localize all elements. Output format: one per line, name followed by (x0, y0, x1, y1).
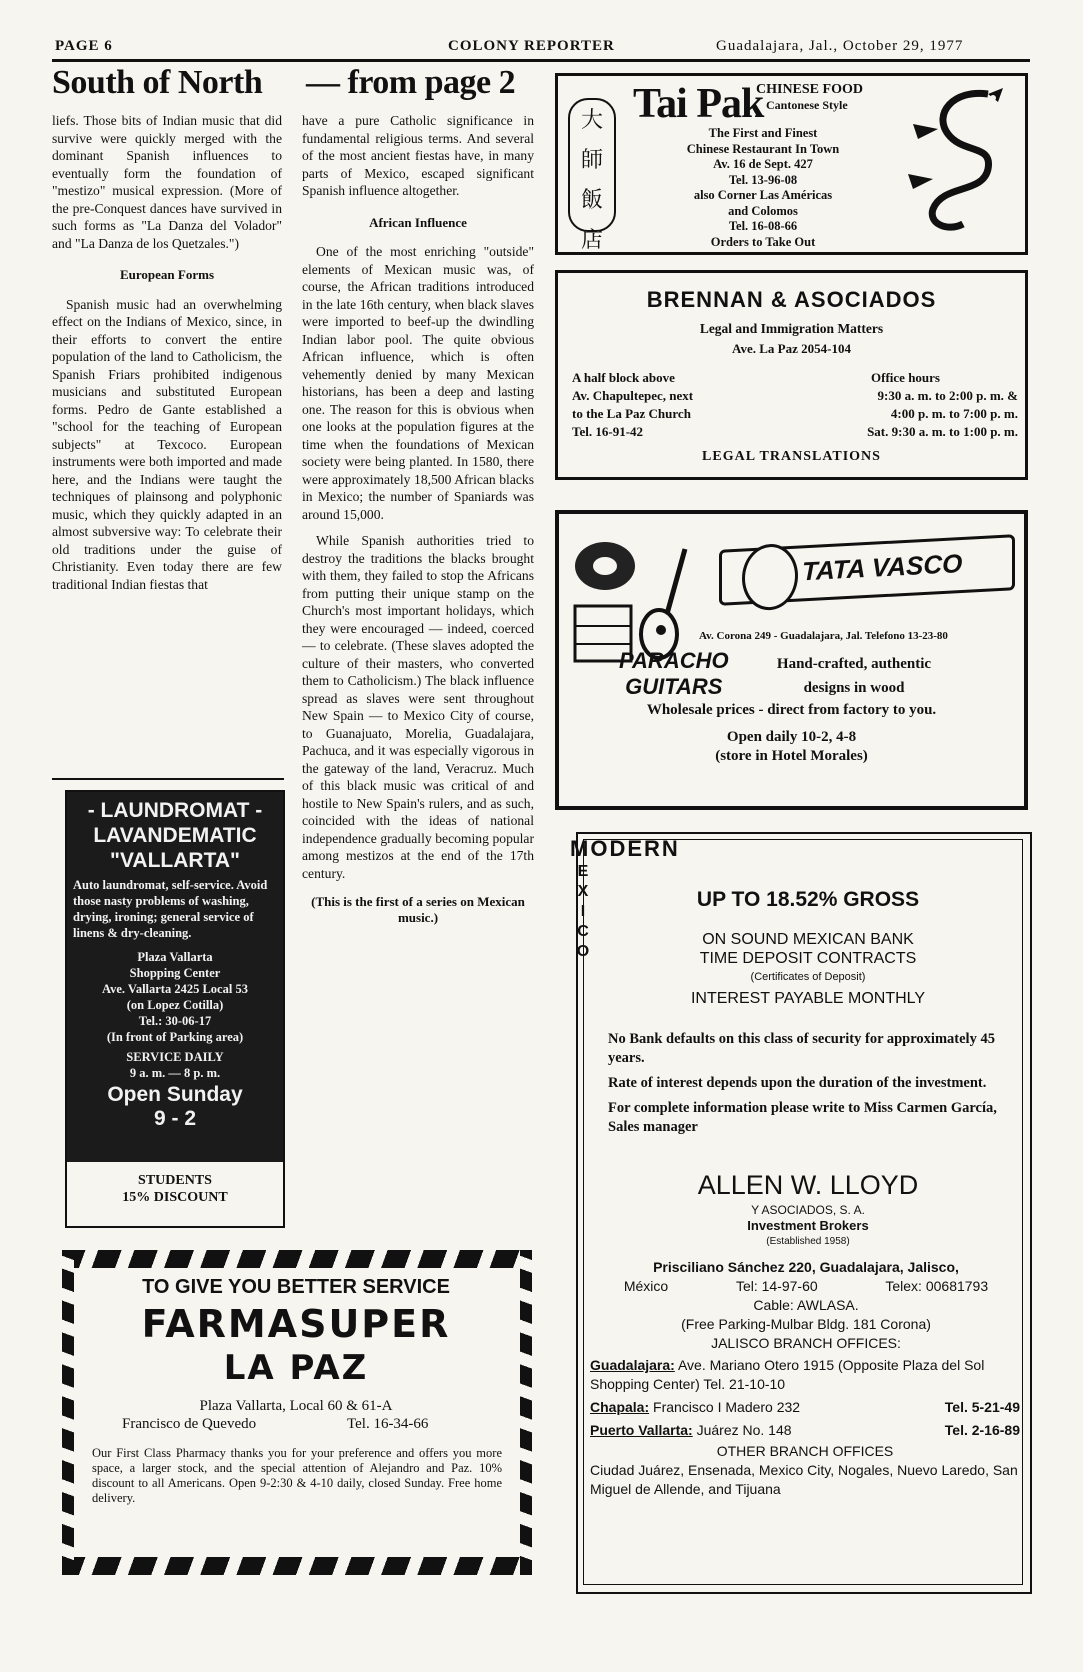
crest-icon (742, 543, 798, 612)
ad-line: México (623, 1278, 669, 1294)
ad-contact (590, 1258, 1022, 1353)
ad-line: Cable: AWLASA. (753, 1297, 859, 1313)
ad-logo: MODERN (570, 836, 680, 861)
ad-title-line: GUITARS (625, 674, 723, 699)
ad-details (618, 126, 908, 250)
ad-line: Investment Brokers (747, 1218, 869, 1233)
article-paragraph: While Spanish authorities tried to destroy the traditions the blacks brought with them, they failed to stop the Africans from putting their unique stamp on the Church's most important holidays, which they were encouraged — indeed, coerced — to celebrate. (These slaves adopted the culture of their masters, who converted them to Catholicism.) The black influence spread as slaves were sent throughout New Spain — to Mexico City of course, to Guanajuato, Morelia, Guadalajara, Pachuca, and it was especially vigorous in the gateway of the land, Veracruz. Much of this black music was critical of and hostile to New Spain's rulers, and as such, coincided with the ideas of national independence gradually becoming popular among mestizos at the end of the 17th century. (302, 533, 534, 881)
ad-line: INTEREST PAYABLE MONTHLY (690, 990, 926, 1007)
ad-logo-letter: X (577, 883, 589, 900)
ad-title: - LAUNDROMAT - (87, 799, 263, 822)
ad-line: JALISCO BRANCH OFFICES: (711, 1335, 901, 1351)
ad-tagline: TO GIVE YOU BETTER SERVICE (142, 1276, 450, 1298)
chinese-seal: 大 師 飯 店 (568, 98, 616, 232)
ad-line: Av. Chapultepec, next (572, 388, 694, 403)
ad-title: LAVANDEMATIC (93, 824, 257, 847)
subheading-african-influence: African Influence (369, 214, 467, 230)
banner-text: TATA VASCO (802, 548, 963, 587)
ad-line: Prisciliano Sánchez 220, Guadalajara, Jalisco, (653, 1259, 959, 1275)
ad-line: Tel: 14-97-60 (735, 1278, 818, 1294)
ad-line: TIME DEPOSIT CONTRACTS (699, 950, 917, 967)
newspaper-name: COLONY REPORTER (448, 38, 615, 54)
ad-line: For complete information please write to Miss Carmen García, Sales manager (608, 1100, 997, 1135)
ad-line: 9:30 a. m. to 2:00 p. m. & (877, 388, 1018, 403)
ad-line: Office hours (871, 370, 940, 385)
ad-line: Open daily 10-2, 4-8 (726, 729, 857, 745)
ad-farmasuper (62, 1250, 532, 1575)
ad-paracho-guitars (555, 510, 1028, 810)
ad-line: (Free Parking-Mulbar Bldg. 181 Corona) (681, 1316, 931, 1332)
ad-title: BRENNAN & ASOCIADOS (646, 287, 937, 312)
ad-line: The First and Finest (708, 126, 818, 140)
ad-title (619, 648, 729, 700)
ad-title: "VALLARTA" (110, 849, 240, 872)
ad-line: Tel. 16-08-66 (728, 219, 798, 233)
ad-body: Our First Class Pharmacy thanks you for your preference and offers you more space, a larger stock, and the special attention of Alejandro and Paz. 10% discount to all Americans. Open 9-2:30 & 4-10 daily, closed Sunday. Free home delivery. (92, 1446, 502, 1505)
ad-laundromat (65, 790, 285, 1228)
page-number: PAGE 6 (55, 38, 113, 54)
article-paragraph: liefs. Those bits of Indian music that did survive were quickly merged with the dominant Spanish influences to eventually form the foundation of "mestizo" musical expression. (More of the pre-Conquest dances have survived in such forms as "La Danza del Volador" and "La Danza de los Quetzales.") (52, 113, 282, 251)
ad-title: Tai Pak (633, 81, 764, 127)
ad-address (67, 949, 283, 1081)
article-column-1 (52, 112, 282, 602)
ad-line: Ave. Vallarta 2425 Local 53 (102, 982, 248, 996)
ad-line: to the La Paz Church (572, 406, 691, 421)
ad-line: Orders to Take Out (710, 234, 816, 249)
ad-location (572, 369, 693, 441)
ad-address: Plaza Vallarta, Local 60 & 61-A (199, 1398, 393, 1414)
ad-line: also Corner Las Américas (693, 188, 833, 202)
ad-logo-letter: O (576, 943, 590, 960)
headline-left: South of North (52, 64, 263, 101)
ad-hours (559, 728, 1024, 766)
ad-discount (67, 1162, 283, 1206)
headline-right: — from page 2 (306, 64, 516, 101)
banner (719, 534, 1015, 606)
ad-line: (In front of Parking area) (106, 1030, 244, 1044)
branch-name: Chapala: (590, 1399, 650, 1415)
ad-line: SERVICE DAILY (126, 1050, 224, 1064)
ad-line: Telex: 00681793 (885, 1278, 989, 1294)
series-note: (This is the first of a series on Mexican music.) (311, 894, 525, 925)
ad-line: Rate of interest depends upon the duration of the investment. (608, 1075, 987, 1091)
ad-line: No Bank defaults on this class of security for approximately 45 years. (608, 1031, 995, 1066)
ad-title: LA PAZ (223, 1348, 369, 1388)
ad-line: Ciudad Juárez, Ensenada, Mexico City, Nogales, Nuevo Laredo, San Miguel de Allende, and Tijuana (590, 1462, 1018, 1497)
ad-tagline (759, 652, 949, 700)
ad-line: designs in wood (803, 680, 905, 696)
ad-office-hours (793, 369, 1018, 441)
header-rule (52, 59, 1030, 62)
ad-line: Hand-crafted, authentic (776, 656, 932, 672)
branch-details: Ave. Mariano Otero 1915 (Opposite Plaza del Sol Shopping Center) Tel. 21-10-10 (590, 1357, 985, 1392)
ad-line: STUDENTS (138, 1173, 212, 1188)
ad-footer: LEGAL TRANSLATIONS (702, 449, 881, 464)
border-stripe (62, 1557, 532, 1575)
ad-headline: UP TO 18.52% GROSS (696, 888, 920, 911)
ad-logo-letter: E (577, 863, 589, 880)
ad-dark-panel (67, 792, 283, 1162)
subheading-european-forms: European Forms (119, 267, 214, 282)
ad-branches (590, 1356, 1020, 1499)
border-stripe (520, 1250, 532, 1575)
ad-tai-pak (555, 73, 1028, 255)
ad-line: OTHER BRANCH OFFICES (716, 1443, 894, 1459)
article-paragraph: have a pure Catholic significance in fundamental religious terms. And several of the most ancient fiestas have, in many parts of Mexico, escaped significant Spanish influence altogether. (302, 113, 534, 198)
ad-open-sunday-hours: 9 - 2 (153, 1107, 197, 1130)
ad-line: Plaza Vallarta (137, 950, 213, 964)
ad-line: A half block above (572, 370, 675, 385)
ad-address: Av. Corona 249 - Guadalajara, Jal. Telefono 13-23-80 (699, 630, 948, 642)
ad-line: (store in Hotel Morales) (715, 748, 868, 764)
ad-title-line: PARACHO (619, 648, 729, 673)
ad-line: Tel.: 30-06-17 (138, 1014, 212, 1028)
ad-line: (Certificates of Deposit) (750, 971, 866, 983)
ad-line: Sat. 9:30 a. m. to 1:00 p. m. (867, 424, 1018, 439)
ad-line: 15% DISCOUNT (122, 1190, 228, 1205)
ad-title: FARMASUPER (141, 1302, 451, 1346)
ad-logo-letter: I (580, 903, 586, 920)
ad-body (608, 1030, 1008, 1137)
ad-address: Ave. La Paz 2054-104 (732, 341, 851, 356)
ad-phone: Tel. 16-34-66 (347, 1416, 429, 1432)
ad-logo-vertical (576, 862, 590, 962)
ad-brennan (555, 270, 1028, 480)
ad-line: Y ASOCIADOS, S. A. (751, 1203, 865, 1217)
ad-line: and Colomos (728, 203, 798, 218)
ad-line: Wholesale prices - direct from factory to you. (646, 702, 937, 718)
phonograph-icon (567, 536, 637, 666)
ad-tagline: Cantonese Style (766, 98, 848, 112)
article-column-2 (302, 112, 534, 926)
border-stripe (62, 1250, 532, 1268)
ad-firm-name: ALLEN W. LLOYD (697, 1170, 919, 1200)
ad-logo-letter: C (577, 923, 589, 940)
ad-line: (on Lopez Cotilla) (126, 998, 224, 1012)
ad-line: Av. 16 de Sept. 427 (713, 157, 813, 171)
ad-firm-details (618, 1202, 998, 1250)
ad-line: (Established 1958) (766, 1236, 850, 1247)
ad-tagline: CHINESE FOOD (756, 82, 863, 97)
dragon-icon (893, 84, 1018, 234)
ad-subhead (618, 930, 998, 1008)
branch-details: Juárez No. 148 (696, 1422, 792, 1438)
branch-phone: Tel. 5-21-49 (944, 1399, 1020, 1415)
ad-line: Tel. 16-91-42 (572, 424, 644, 439)
ad-line: Tel. 13-96-08 (728, 172, 798, 187)
article-paragraph: One of the most enriching "outside" elements of Mexican music was, of course, the African traditions introduced in the late 16th century, when black slaves were imported to beef-up the dwindling Indian labor pool. The quite obvious African influence, which is often vehemently denied by many Mexican historians, has been a deep and lasting one. The reason for this is obvious when one looks at the population figures at the time when the foundations of Mexican society were being planted. In 1580, there were approximately 18,500 African blacks in Mexico; the number of Spaniards was around 15,000. (302, 244, 534, 522)
branch-details: Francisco I Madero 232 (653, 1399, 801, 1415)
ad-line: Shopping Center (129, 966, 221, 980)
ad-subtitle: Legal and Immigration Matters (699, 321, 884, 336)
ad-modern-mexico (570, 832, 1032, 1594)
branch-phone: Tel. 2-16-89 (944, 1422, 1020, 1438)
column-rule (52, 778, 284, 780)
border-stripe (62, 1250, 74, 1575)
ad-line: Chinese Restaurant In Town (686, 141, 840, 156)
ad-line: 4:00 p. m. to 7:00 p. m. (890, 406, 1018, 421)
article-paragraph: Spanish music had an overwhelming effect on the Indians of Mexico, since, in their efforts to convert the entire population of the land to Catholicism, the Spanish Friars prohibited indigenous musicians and substituted European forms. Pedro de Gante established a "school for the teaching of European subjects" at Texcoco. European instruments were both imported and made here, and the Indians were taught the techniques of plainsong and polyphonic music, which they quickly adapted in an almost subversive way: To celebrate their old traditions under the guise of Christianity. Even today there are few traditional Indian fiestas that (52, 296, 282, 592)
branch-name: Puerto Vallarta: (590, 1422, 693, 1438)
ad-street: Francisco de Quevedo (122, 1416, 257, 1432)
ad-line: ON SOUND MEXICAN BANK (702, 931, 914, 948)
ad-open-sunday: Open Sunday (107, 1083, 243, 1106)
ad-body: Auto laundromat, self-service. Avoid those nasty problems of washing, drying, ironing; general service of linens & dry-cleaning. (73, 878, 268, 940)
dateline: Guadalajara, Jal., October 29, 1977 (716, 38, 964, 54)
ad-line: 9 a. m. — 8 p. m. (129, 1066, 221, 1080)
branch-name: Guadalajara: (590, 1357, 675, 1373)
